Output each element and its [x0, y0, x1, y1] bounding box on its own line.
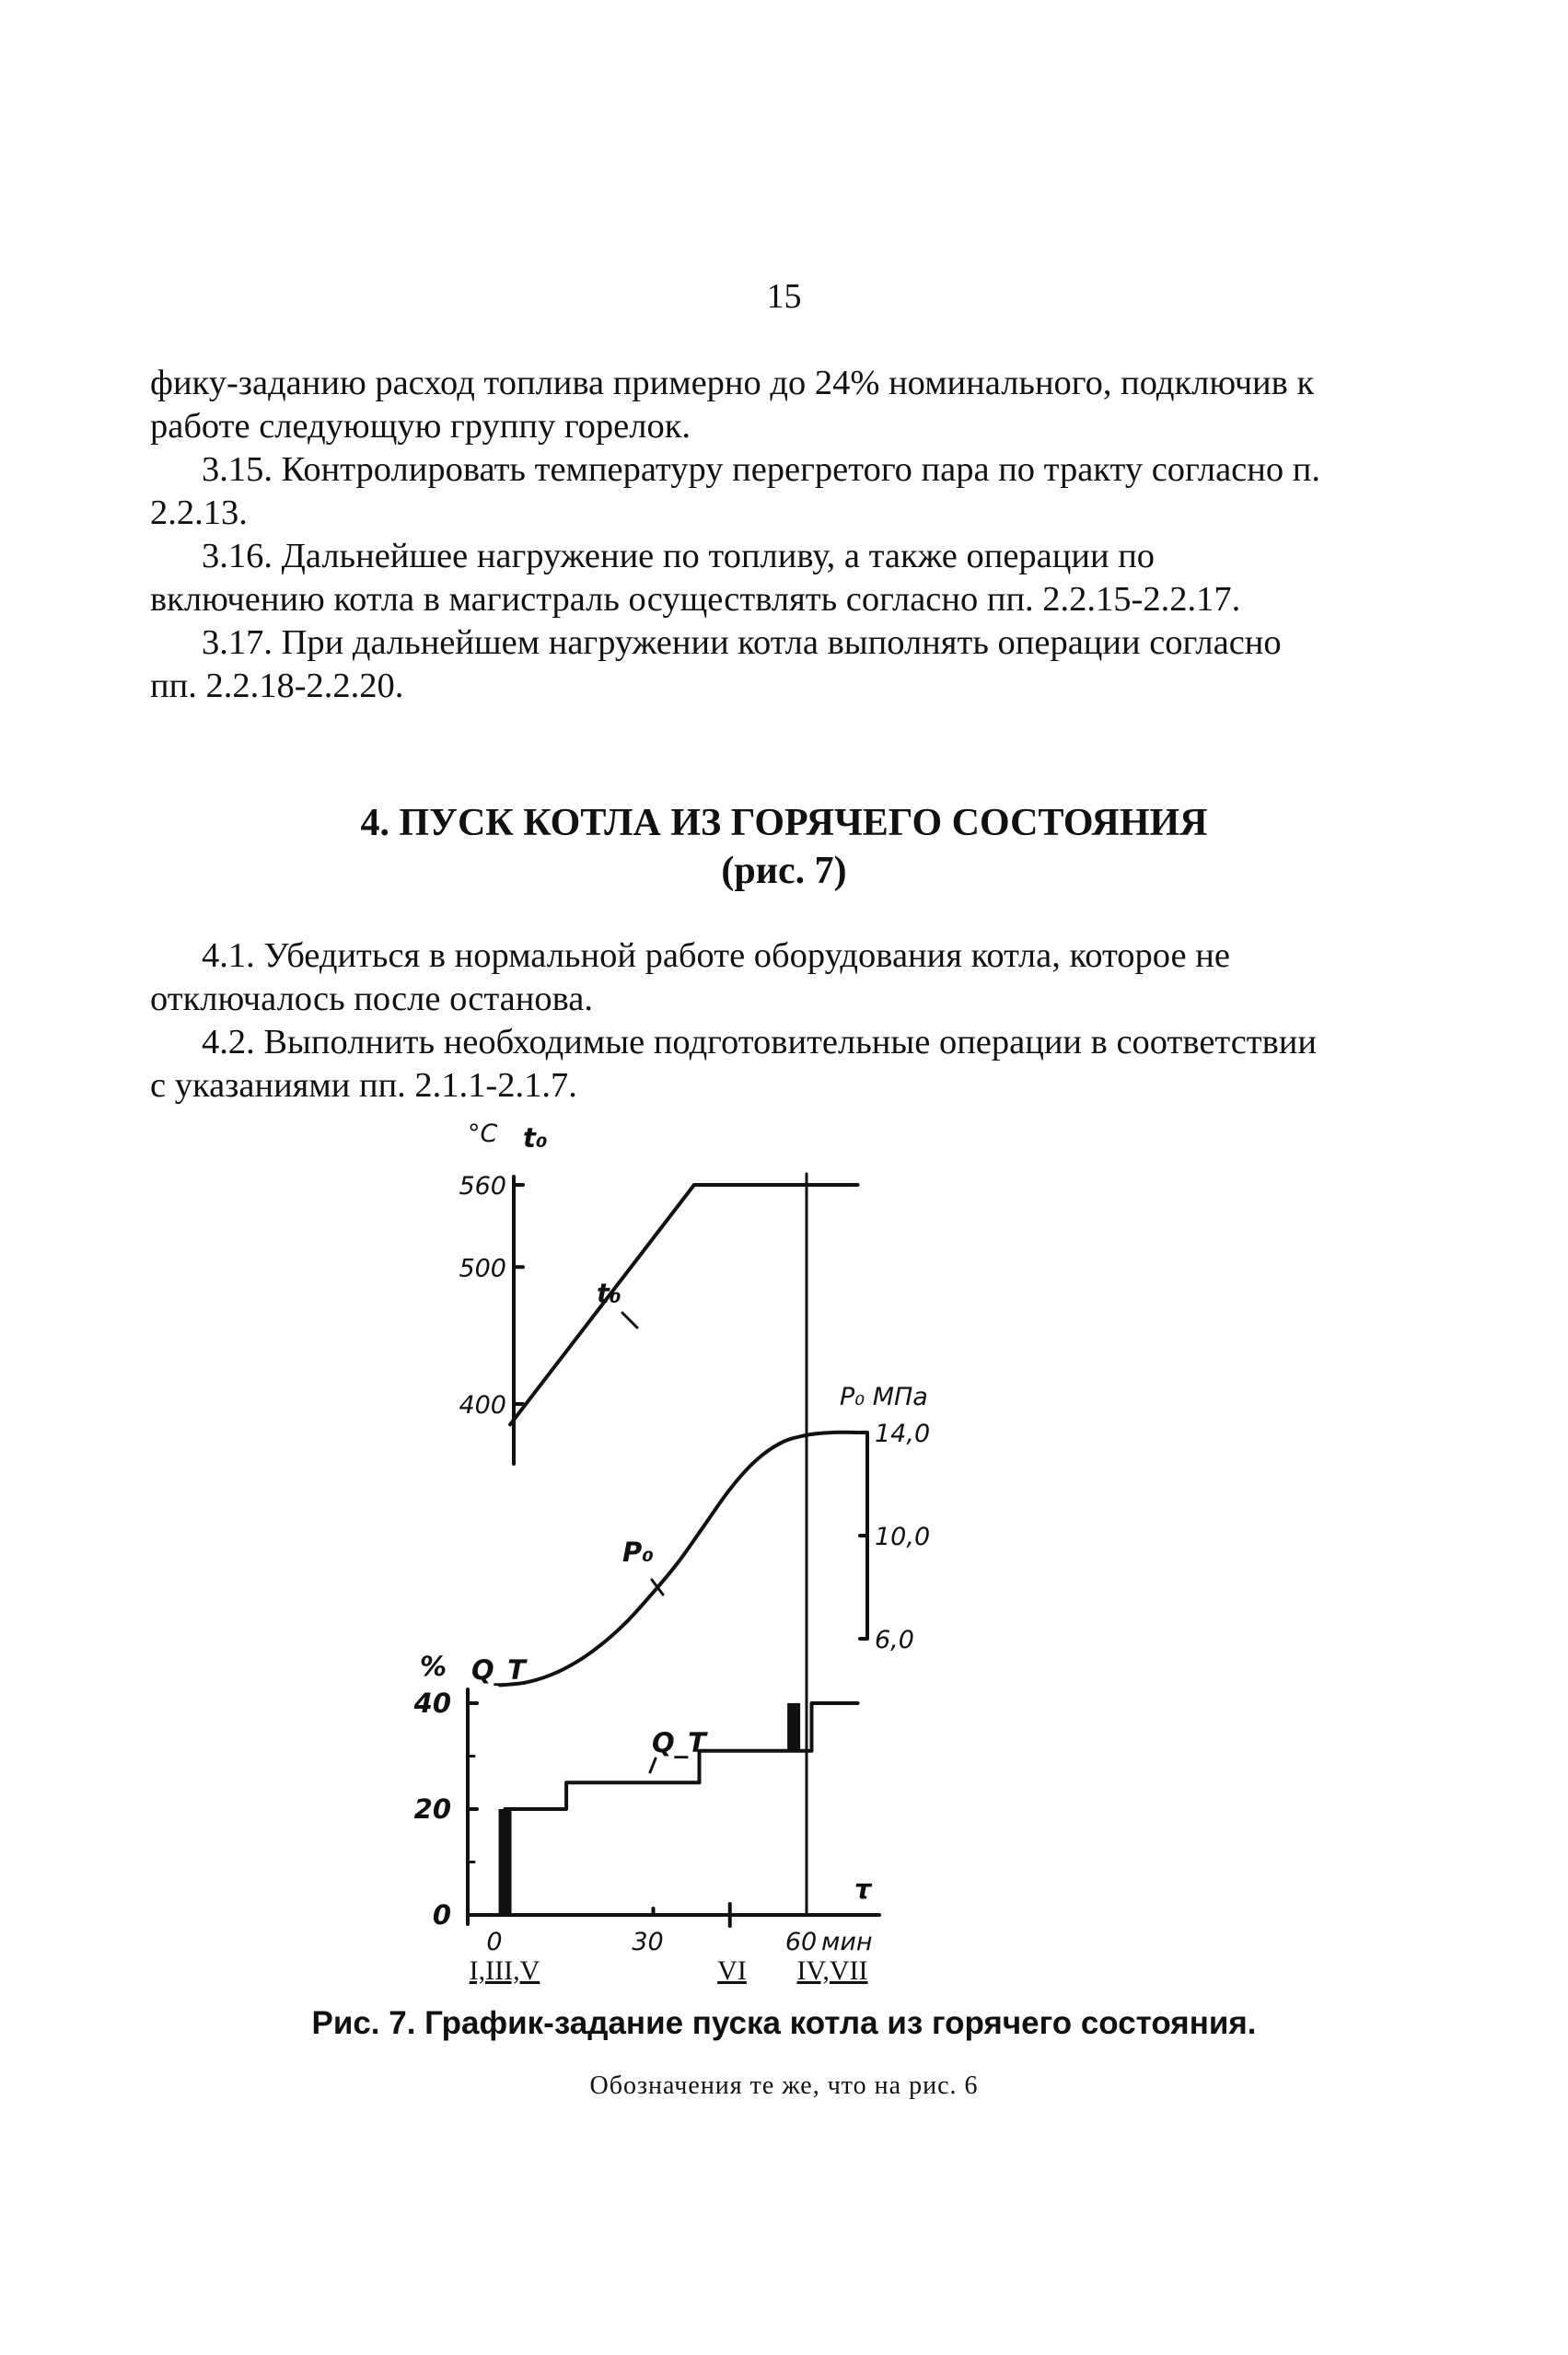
paragraph: 4.1. Убедиться в нормальной работе оборудования котла, которое не отключалось после останова.	[150, 936, 1230, 1018]
page-number: 15	[766, 277, 802, 316]
temperature-unit-label: °C	[468, 1123, 498, 1148]
stage-marker-label: VI	[717, 1955, 747, 1986]
paragraph: фику-заданию расход топлива примерно до 24% номинального, подключив к работе следующую группу горелок.	[150, 364, 1315, 446]
figure-note: Обозначения те же, что на рис. 6	[589, 2071, 979, 2100]
stage-marker-label: IV,VII	[796, 1955, 868, 1986]
temperature-curve-label: t₀	[597, 1278, 621, 1309]
startup-chart	[0, 1123, 1568, 2007]
pressure-tick-label: 10,0	[875, 1523, 931, 1551]
fuel-step-bar	[787, 1703, 800, 1751]
paragraph: 3.17. При дальнейшем нагружении котла выполнять операции согласно пп. 2.2.18-2.2.20.	[150, 623, 1282, 705]
pressure-tick-label: 6,0	[875, 1626, 914, 1654]
pressure-curve	[500, 1433, 858, 1686]
pressure-curve-label: P₀	[622, 1537, 654, 1568]
figure-caption: Рис. 7. График-задание пуска котла из горячего состояния.	[311, 2005, 1257, 2041]
temperature-curve-leader	[622, 1313, 637, 1328]
section-subtitle: (рис. 7)	[721, 850, 847, 892]
temperature-axis-symbol: t₀	[523, 1123, 548, 1154]
fuel-curve-leader	[650, 1758, 656, 1772]
fuel-curve-label: Q_T	[652, 1727, 706, 1758]
fuel-axis-symbol: Q_T	[471, 1654, 526, 1686]
time-unit-label: мин	[821, 1928, 873, 1956]
paragraph: 3.16. Дальнейшее нагружение по топливу, а также операции по включению котла в магистраль осуществлять согласно пп. 2.2.15-2.2.17.	[150, 537, 1241, 619]
temperature-tick-label: 560	[459, 1172, 506, 1201]
temperature-tick-label: 400	[459, 1391, 506, 1420]
fuel-tick-label: 0	[432, 1899, 451, 1931]
fuel-step-bar	[499, 1809, 512, 1915]
paragraph: 3.15. Контролировать температуру перегретого пара по тракту согласно п. 2.2.13.	[150, 450, 1320, 532]
section-heading	[0, 799, 1568, 895]
fuel-unit-label: %	[420, 1651, 447, 1682]
temperature-tick-label: 500	[459, 1254, 506, 1283]
time-tick-label: 60	[784, 1928, 818, 1956]
body-text-top	[150, 362, 1329, 708]
section-title: 4. ПУСК КОТЛА ИЗ ГОРЯЧЕГО СОСТОЯНИЯ	[360, 802, 1208, 844]
fuel-tick-label: 20	[413, 1793, 451, 1825]
time-tick-label: 30	[632, 1928, 664, 1956]
stage-marker-label: I,III,V	[469, 1955, 540, 1986]
time-axis-symbol: τ	[854, 1874, 872, 1905]
body-text-section	[150, 934, 1329, 1108]
time-tick-label: 0	[486, 1928, 503, 1956]
pressure-tick-label: 14,0	[875, 1420, 931, 1448]
pressure-unit-label: P₀ МПа	[840, 1383, 928, 1411]
fuel-tick-label: 40	[413, 1688, 451, 1719]
paragraph: 4.2. Выполнить необходимые подготовительные операции в соответствии с указаниями пп. 2.1.1-2.1.7.	[150, 1023, 1318, 1105]
